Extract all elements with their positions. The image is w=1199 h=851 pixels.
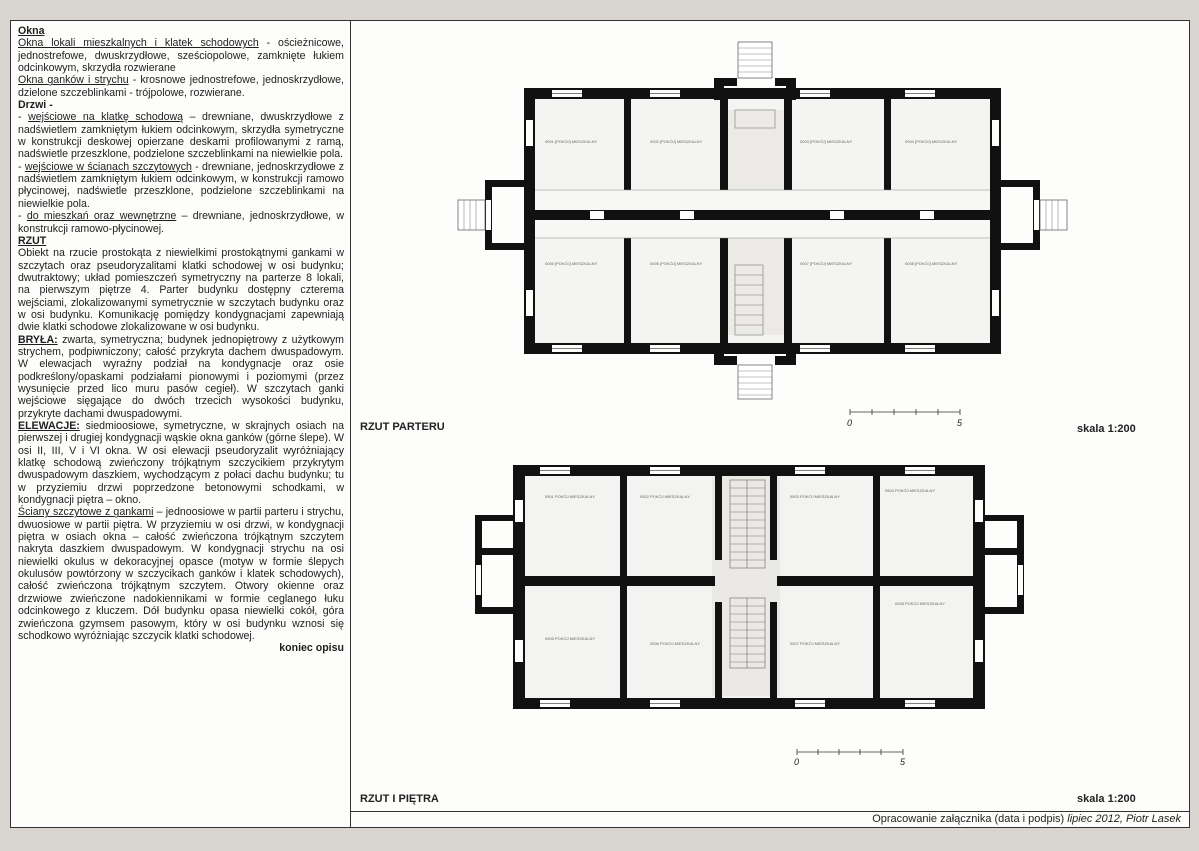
svg-text:0005 [POKÓJ] MIESZKALNY: 0005 [POKÓJ] MIESZKALNY xyxy=(545,261,598,266)
okna-gankow-text: - krosnowe jednostrefowe, jednoskrzydłowe, dzielone szczeblinkami - trójpolowe, rozwierane. xyxy=(18,74,344,99)
elewacje-text: siedmioosiowe, symetryczne, w skrajnych osiach na pierwszej i drugiej kondygnacji wąskie okna ganków (górne ślepe). W osi II, III, V i VI okna. W osi elewacji pseudoryzalit wyróżniający klatkę schodową zwieńczony trójkątnym szczycikiem przykrytym dwuspadowym daszkiem, wychodzącym z połaci dachu budynku; tu w przyziemiu drzwi poprzedzone betonowymi schodkami, w kondygnacji piętra – okno. xyxy=(18,420,344,507)
bryla-heading: BRYŁA: xyxy=(18,333,58,346)
first-scale-bar xyxy=(797,749,903,755)
elewacje-heading: ELEWACJE: xyxy=(18,420,80,432)
svg-text:0502 POKÓJ MIESZKALNY: 0502 POKÓJ MIESZKALNY xyxy=(640,494,691,499)
bryla-text: zwarta, symetryczna; budynek jednopiętrowy z użytkowym strychem, podpiwniczony; całość przykryta dachem dwuspadowym. W elewacjach wyraźny podział na kondygnacje oraz osie podkreślony/opaskami podziałami pionowymi i poziomymi (przez wysunięcie przed lico muru pasów cegieł). W szczytach ganki wejściowe sięgające do dwóch trzecich wysokości budynku, przykryte dachami dwuspadowymi. xyxy=(18,333,344,420)
svg-text:0002 [POKÓJ] MIESZKALNY: 0002 [POKÓJ] MIESZKALNY xyxy=(650,139,703,144)
footer-label: Opracowanie załącznika (data i podpis) xyxy=(872,813,1068,825)
drzwi-mieszkan-title: do mieszkań oraz wewnętrzne xyxy=(26,210,177,223)
ground-plan-title: RZUT PARTERU xyxy=(360,421,445,433)
first-scale-end: 5 xyxy=(900,757,906,767)
svg-text:0001 [POKÓJ] MIESZKALNY: 0001 [POKÓJ] MIESZKALNY xyxy=(545,139,598,144)
ground-plan-scale: skala 1:200 xyxy=(1077,423,1136,435)
svg-text:0501 POKÓJ MIESZKALNY: 0501 POKÓJ MIESZKALNY xyxy=(545,494,596,499)
svg-text:0506 POKÓJ MIESZKALNY: 0506 POKÓJ MIESZKALNY xyxy=(650,641,701,646)
first-floor-plan xyxy=(475,465,1024,709)
okna-gankow-title: Okna ganków i strychu xyxy=(18,74,129,87)
svg-text:0008 [POKÓJ] MIESZKALNY: 0008 [POKÓJ] MIESZKALNY xyxy=(905,261,958,266)
end-of-description: koniec opisu xyxy=(279,642,344,655)
footer-date-author: lipiec 2012, Piotr Lasek xyxy=(1067,813,1181,825)
ground-floor-plan xyxy=(458,42,1067,399)
svg-text:0507 POKÓJ MIESZKALNY: 0507 POKÓJ MIESZKALNY xyxy=(790,641,841,646)
okna-heading: Okna xyxy=(18,25,45,37)
rzut-heading: RZUT xyxy=(18,234,47,247)
rzut-text: Obiekt na rzucie prostokąta z niewielkimi prostokątnymi gankami w szczytach oraz pseudoryzalitami klatki schodowej w osi budynku; dwutraktowy; układ pomieszczeń symetryczny na parterze 8 lokali, na pierwszym piętrze 4. Parter budynku dostępny czterema wejściami, zlokalizowanymi symetrycznie w szczytach budynku oraz w osi budynku. Komunikację pomiędzy kondygnacjami zapewniają dwie klatki schodowe zlokalizowane w osi budynku. xyxy=(18,247,344,334)
svg-text:0503 POKÓJ MIESZKALNY: 0503 POKÓJ MIESZKALNY xyxy=(790,494,841,499)
first-scale-start: 0 xyxy=(794,757,800,767)
drzwi-wejsciowe-text: – drewniane, dwuskrzydłowe z nadświetlem zamkniętym łukiem odcinkowym, skrzydła symetryczne w konstrukcji deskowej opierzane deskami profilowanymi z ramą, nadświetle przeszklone, podzielone szczeblinkami na niewielkie pola. xyxy=(18,111,344,161)
drzwi-szczytowe-title: wejściowe w ścianach szczytowych xyxy=(24,160,192,173)
first-plan-title: RZUT I PIĘTRA xyxy=(360,793,439,805)
first-plan-scale: skala 1:200 xyxy=(1077,793,1136,805)
drzwi-wejsciowe-title: wejściowe na klatkę schodową xyxy=(28,111,184,124)
description-text: Okna Okna lokali mieszkalnych i klatek schodowych - ościeżnicowe, jednostrefowe, dwuskrzydłowe, sześciopolowe, zamknięte łukiem odcinkowym, skrzydła rozwierane Okna ganków i strychu - krosnowe jednostrefowe, jednoskrzydłowe, dzielone szczeblinkami - trójpolowe, rozwierane. Drzwi - - wejściowe na klatkę schodową – drewniane, dwuskrzydłowe z nadświetlem zamkniętym łukiem odcinkowym, skrzydła symetryczne w konstrukcji deskowej opierzane deskami profilowanymi z ramą, nadświetle przeszklone, podzielone szczeblinkami na niewielkie pola. - wejściowe w ścianach szczytowych - drewniane, jednoskrzydłowe z nadświetlem zamkniętym łukiem odcinkowym, w konstrukcji ramowo płycinowej, nadświetle przeszklone, podzielone szczeblinkami na niewielkie pola. - do mieszkań oraz wewnętrzne – drewniane, jednoskrzydłowe, w konstrukcji ramowo-płycinowej. RZUT Obiekt na rzucie prostokąta z niewielkimi prostokątnymi gankami w szczytach oraz pseudoryzalitami klatki schodowej w osi budynku; dwutraktowy; układ pomieszczeń symetryczny na parterze 8 lokali, na pierwszym piętrze 4. Parter budynku dostępny czterema wejściami, zlokalizowanymi symetrycznie w szczytach budynku oraz w osi budynku. Komunikację pomiędzy kondygnacjami zapewniają dwie klatki schodowe zlokalizowane w osi budynku. BRYŁA: zwarta, symetryczna; budynek jednopiętrowy z użytkowym strychem, podpiwniczony; całość przykryta dachem dwuspadowym. W elewacjach wyraźny podział na kondygnacje oraz osie podkreślony/opaskami podziałami pionowymi i poziomymi (przez wysunięcie przed lico muru pasów cegieł). W szczytach ganki wejściowe sięgające do dwóch trzecich wysokości budynku, przykryte dachami dwuspadowymi. ELEWACJE: siedmioosiowe, symetryczne, w skrajnych osiach na pierwszej i drugiej kondygnacji wąskie okna ganków (górne ślepe). W osi II, III, V i VI okna. W osi elewacji pseudoryzalit wyróżniający klatkę schodową zwieńczony trójkątnym szczycikiem przykrytym dwuspadowym daszkiem, wychodzącym z połaci dachu budynku; tu w przyziemiu drzwi poprzedzone betonowymi schodkami, w kondygnacji piętra – okno. Ściany szczytowe z gankami – jednoosiowe w partii parteru i strychu, dwuosiowe w partii piętra. W przyziemiu w osi drzwi, w kondygnacji piętra w osiach okna – całość zwieńczona trójkątnym szczytem nakryta daszkiem dwuspadowym. W kondygnacji strychu na osi niewielki okulus w dekoracyjnej opasce (motyw w formie ślepych okulusów powtórzony w szczycikach ganków i klatek schodowych), całość zwieńczona trójkątnym szczytem. Otwory okienne oraz drzwiowe zwieńczone nadokiennikami w formie ceglanego łuku odcinkowego z kluczem. Dół budynku opasa niewielki cokół, góra zwieńczona gzymsem pasowym, który w osi budynku wznosi się schodkowo wyróżniając szczycik klatki schodowej. koniec opisu xyxy=(18,25,345,655)
sciany-title: Ściany szczytowe z gankami xyxy=(18,506,154,519)
svg-text:0505 POKÓJ MIESZKALNY: 0505 POKÓJ MIESZKALNY xyxy=(545,636,596,641)
svg-text:0003 [POKÓJ] MIESZKALNY: 0003 [POKÓJ] MIESZKALNY xyxy=(800,139,853,144)
svg-text:0006 [POKÓJ] MIESZKALNY: 0006 [POKÓJ] MIESZKALNY xyxy=(650,261,703,266)
okna-lokali-title: Okna lokali mieszkalnych i klatek schodowych xyxy=(18,37,259,50)
svg-text:0504 POKÓJ MIESZKALNY: 0504 POKÓJ MIESZKALNY xyxy=(885,488,936,493)
svg-text:0004 [POKÓJ] MIESZKALNY: 0004 [POKÓJ] MIESZKALNY xyxy=(905,139,958,144)
drzwi-szczytowe-text: - drewniane, jednoskrzydłowe z nadświetlem zamkniętym łukiem odcinkowym, w konstrukcji ramowo płycinowej, nadświetle przeszklone, podzielone szczeblinkami na niewielkie pola. xyxy=(18,160,344,210)
sciany-text: – jednoosiowe w partii parteru i strychu, dwuosiowe w partii piętra. W przyziemiu w osi drzwi, w kondygnacji piętra w osiach okna – całość zwieńczona trójkątnym szczytem nakryta daszkiem dwuspadowym. W kondygnacji strychu na osi niewielki okulus w dekoracyjnej opasce (motyw w formie ślepych okulusów powtórzony w szczycikach ganków i klatek schodowych), całość zwieńczona trójkątnym szczytem. Otwory okienne oraz drzwiowe zwieńczone nadokiennikami w formie ceglanego łuku odcinkowego z kluczem. Dół budynku opasa niewielki cokół, góra zwieńczona gzymsem pasowym, który w osi budynku wznosi się schodkowo wyróżniając szczycik klatki schodowej. xyxy=(18,506,345,642)
ground-scale-end: 5 xyxy=(957,418,963,428)
svg-text:0508 POKÓJ MIESZKALNY: 0508 POKÓJ MIESZKALNY xyxy=(895,601,946,606)
ground-scale-start: 0 xyxy=(847,418,853,428)
drzwi-heading: Drzwi - xyxy=(18,99,53,112)
ground-scale-bar xyxy=(850,409,960,415)
drzwi-mieszkan-text: – drewniane, jednoskrzydłowe, w konstrukcji ramowo-płycinowej. xyxy=(18,210,345,235)
okna-lokali-text: - ościeżnicowe, jednostrefowe, dwuskrzydłowe, sześciopolowe, zamknięte łukiem odcinkowym, skrzydła rozwierane xyxy=(18,37,344,75)
svg-text:0007 [POKÓJ] MIESZKALNY: 0007 [POKÓJ] MIESZKALNY xyxy=(800,261,853,266)
